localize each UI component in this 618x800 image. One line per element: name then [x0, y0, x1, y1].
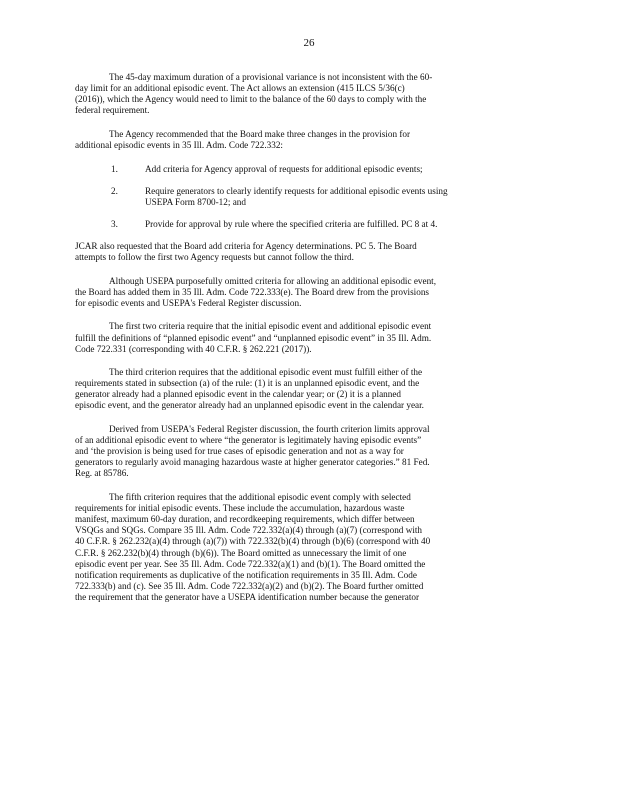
text-line: The 45-day maximum duration of a provisional variance is not inconsistent with the 60- — [109, 72, 433, 82]
text-line: generators to regularly avoid managing hazardous waste at higher generator categories.” 81 Fed. — [75, 457, 430, 468]
paragraph — [75, 276, 542, 309]
list-item-text: Add criteria for Agency approval of requests for additional episodic events; — [145, 163, 423, 174]
paragraph — [75, 321, 542, 354]
paragraph — [75, 72, 542, 116]
paragraph — [75, 367, 542, 411]
text-line: 722.333(b) and (c). See 35 Ill. Adm. Code 722.332(a)(2) and (b)(2). The Board further omitted — [75, 580, 424, 591]
text-line: manifest, maximum 60-day duration, and recordkeeping requirements, which differ between — [75, 514, 415, 525]
text-line: federal requirement. — [75, 105, 150, 116]
text-line: episodic event per year. See 35 Ill. Adm. Code 722.332(a)(1) and (b)(1). The Board omitted the — [75, 558, 426, 569]
list-item-number: 2. — [111, 185, 118, 196]
document-body — [75, 72, 542, 615]
text-line: and ‘the provision is being used for true cases of episodic generation and not as a way for — [75, 446, 404, 457]
text-line: Reg. at 85786. — [75, 468, 129, 479]
text-line: fulfill the definitions of “planned episodic event” and “unplanned episodic event” in 35 Ill. Adm. — [75, 332, 432, 343]
text-line: requirements for initial episodic events. These include the accumulation, hazardous waste — [75, 503, 405, 514]
text-line: notification requirements as duplicative of the notification requirements in 35 Ill. Adm. Code — [75, 569, 417, 580]
list-item-number: 1. — [111, 163, 118, 174]
text-line: The Agency recommended that the Board make three changes in the provision for — [109, 128, 411, 139]
list-item — [75, 164, 542, 175]
text-line: requirements stated in subsection (a) of the rule: (1) it is an unplanned episodic event, and the — [75, 378, 420, 389]
paragraph-group-intro — [75, 72, 542, 151]
text-line: additional episodic events in 35 Ill. Adm. Code 722.332: — [75, 139, 283, 150]
text-line: Code 722.331 (corresponding with 40 C.F.R. § 262.221 (2017)). — [75, 343, 312, 354]
paragraph — [75, 241, 542, 263]
numbered-list — [75, 164, 542, 230]
text-line: episodic event, and the generator already had an unplanned episodic event in the calendar year. — [75, 400, 424, 411]
paragraph — [75, 492, 542, 603]
paragraph — [75, 129, 542, 151]
list-item-number: 3. — [111, 218, 118, 229]
text-line: the requirement that the generator have a USEPA identification number because the generator — [75, 591, 420, 602]
text-line: attempts to follow the first two Agency requests but cannot follow the third. — [75, 252, 354, 263]
page-number: 26 — [303, 37, 315, 49]
list-item — [75, 186, 542, 208]
list-item-text: Provide for approval by rule where the specified criteria are fulfilled. PC 8 at 4. — [145, 218, 438, 229]
text-line: day limit for an additional episodic event. The Act allows an extension (415 ILCS 5/36(c) — [75, 83, 405, 94]
text-line: VSQGs and SQGs. Compare 35 Ill. Adm. Code 722.332(a)(4) through (a)(7) (correspond with — [75, 525, 423, 536]
text-line: 40 C.F.R. § 262.232(a)(4) through (a)(7)) with 722.332(b)(4) through (b)(6) (correspond with 40 — [75, 536, 431, 547]
text-line: generator already had a planned episodic event in the calendar year; or (2) it is a planned — [75, 389, 402, 400]
text-line: JCAR also requested that the Board add criteria for Agency determinations. PC 5. The Board — [75, 240, 417, 251]
list-item-text: Require generators to clearly identify requests for additional episodic events using — [145, 185, 448, 196]
text-line: of an additional episodic event to where “the generator is legitimately having episodic events” — [75, 435, 422, 446]
text-line: C.F.R. § 262.232(b)(4) through (b)(6)). The Board omitted as unnecessary the limit of one — [75, 547, 407, 558]
text-line: The fifth criterion requires that the additional episodic event comply with selected — [109, 492, 411, 503]
list-item — [75, 219, 542, 230]
text-line: the Board has added them in 35 Ill. Adm. Code 722.333(e). The Board drew from the provisions — [75, 286, 429, 297]
text-line: Although USEPA purposefully omitted criteria for allowing an additional episodic event, — [109, 275, 437, 286]
text-line: (2016)), which the Agency would need to limit to the balance of the 60 days to comply with the — [75, 94, 427, 105]
text-line: for episodic events and USEPA's Federal Register discussion. — [75, 297, 302, 308]
text-line: The third criterion requires that the additional episodic event must fulfill either of the — [109, 367, 423, 378]
paragraph — [75, 424, 542, 479]
text-line: The first two criteria require that the initial episodic event and additional episodic event — [109, 321, 432, 332]
paragraph-group-main — [75, 241, 542, 603]
list-item-text: USEPA Form 8700-12; and — [145, 196, 246, 207]
text-line: Derived from USEPA's Federal Register discussion, the fourth criterion limits approval — [109, 424, 430, 435]
